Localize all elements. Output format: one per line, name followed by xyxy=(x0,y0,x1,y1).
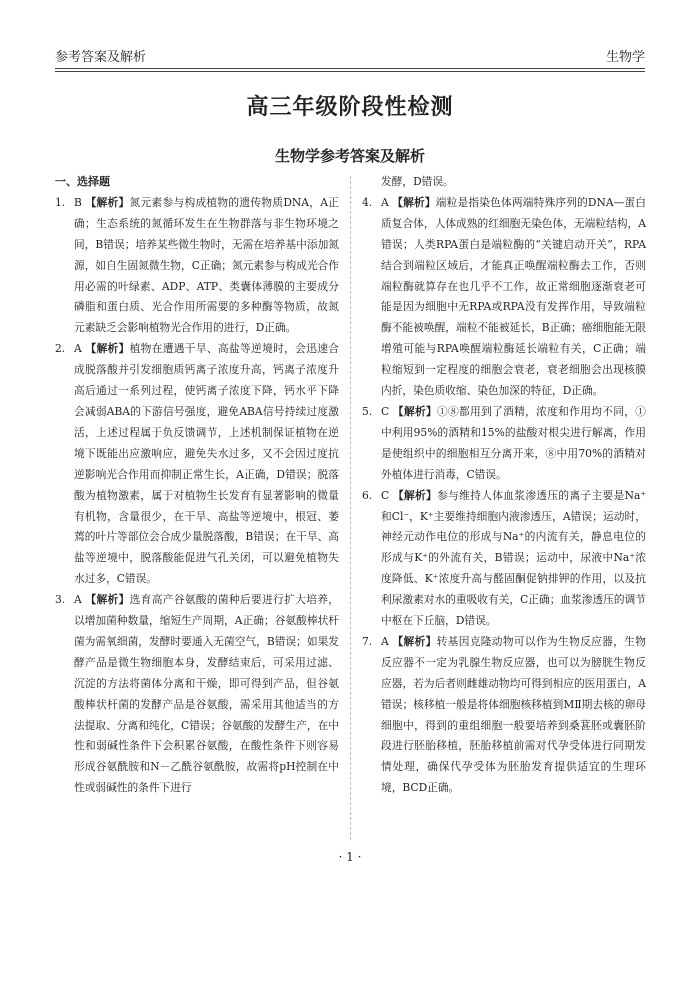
analysis-tag: 【解析】 xyxy=(392,195,436,209)
analysis-tag: 【解析】 xyxy=(392,488,438,502)
answer-letter: A xyxy=(381,634,389,648)
question-number: 6. xyxy=(362,488,373,502)
question-number: 4. xyxy=(362,195,373,209)
running-header xyxy=(55,44,645,68)
answer-letter: A xyxy=(74,342,82,356)
answer-letter: C xyxy=(381,488,390,502)
left-column xyxy=(55,172,339,799)
analysis-tag: 【解析】 xyxy=(85,342,130,356)
question-number: 3. xyxy=(55,593,66,607)
question-number: 1. xyxy=(55,195,66,209)
question-item xyxy=(55,193,339,339)
answer-letter: A xyxy=(74,593,82,607)
header-rule xyxy=(55,68,645,72)
page-subtitle: 生物学参考答案及解析 xyxy=(274,147,425,165)
analysis-tag: 【解析】 xyxy=(392,634,437,648)
column-divider xyxy=(350,176,351,840)
page-number: · 1 · xyxy=(338,850,362,864)
explanation-text: ①⑧都用到了酒精，浓度和作用均不同，①中利用95%的酒精和15%的盐酸对根尖进行解离，作用是使组织中的细胞相互分离开来，⑧中用70%的酒精对外植体进行消毒，C错误。 xyxy=(381,404,646,481)
continued-text: 发酵，D错误。 xyxy=(381,175,454,188)
question-number: 2. xyxy=(55,342,66,356)
question-item xyxy=(55,339,339,590)
explanation-text: 参与维持人体血浆渗透压的离子主要是Na⁺和Cl⁻，K⁺主要维持细胞内液渗透压，A错误；运动时，神经元动作电位的形成与Na⁺的内流有关，静息电位的形成与K⁺的外流有关，B错误；运动中，尿液中Na⁺浓度降低、K⁺浓度升高与醛固酮促钠排钾的作用，以及抗利尿激素对水的重吸收有关，C正确；血浆渗透压的调节中枢在下丘脑，D错误。 xyxy=(381,488,646,628)
explanation-text: 转基因克隆动物可以作为生物反应器，生物反应器不一定为乳腺生物反应器，也可以为膀胱生物反应器，若为后者则雌雄动物均可得到相应的医用蛋白，A错误；核移植一般是将体细胞核移植到MⅡ期去核的卵母细胞中，得到的重组细胞一般要培养到桑葚胚或囊胚阶段进行胚胎移植，胚胎移植前需对代孕受体进行同期发情处理，确保代孕受体为胚胎发育提供适宜的生理环境，BCD正确。 xyxy=(381,634,646,795)
question-item xyxy=(362,193,646,402)
header-subject: 生物学 xyxy=(605,50,645,65)
answer-letter: A xyxy=(381,195,389,209)
analysis-tag: 【解析】 xyxy=(85,593,130,607)
page-title: 高三年级阶段性检测 xyxy=(246,95,454,120)
explanation-text: 选育高产谷氨酸的菌种后要进行扩大培养，以增加菌种数量，缩短生产周期，A正确；谷氨酸棒状杆菌为需氧细菌，发酵时要通入无菌空气，B错误；如果发酵产品是微生物细胞本身，发酵结束后，可采用过滤、沉淀的方法将菌体分离和干燥，即可得到产品，但谷氨酸棒状杆菌的发酵产品是谷氨酸，需采用其他适当的方法提取、分离和纯化，C错误；谷氨酸的发酵生产，在中性和弱碱性条件下会积累谷氨酸，在酸性条件下则容易形成谷氨酰胺和N－乙酰谷氨酰胺，故需将pH控制在中性或弱碱性的条件下进行 xyxy=(74,593,339,795)
answer-letter: B xyxy=(74,195,82,209)
question-item xyxy=(362,632,646,799)
section-heading: 一、选择题 xyxy=(55,175,110,188)
analysis-tag: 【解析】 xyxy=(85,195,130,209)
question-item xyxy=(362,486,646,632)
question-item xyxy=(362,402,646,486)
explanation-text: 氮元素参与构成植物的遗传物质DNA，A正确；生态系统的氮循环发生在生物群落与非生物环境之间，B错误；培养某些微生物时，无需在培养基中添加氮源，如自生固氮微生物，C正确；氮元素参与构成光合作用必需的叶绿素、ADP、ATP、类囊体薄膜的主要成分磷脂和蛋白质、光合作用所需要的多种酶等物质，故氮元素缺乏会影响植物光合作用的进行，D正确。 xyxy=(74,195,339,335)
question-number: 7. xyxy=(362,634,373,648)
explanation-text: 端粒是指染色体两端特殊序列的DNA—蛋白质复合体，人体成熟的红细胞无染色体，无端粒结构，A错误；人类RPA蛋白是端粒酶的“关键启动开关”，RPA结合到端粒区域后，才能真正唤醒端粒酶去工作，否则端粒酶就算存在也几乎不工作，故正常细胞逐渐衰老可能是因为细胞中无RPA或RPA没有发挥作用，导致端粒酶不能被唤醒，端粒不能被延长，B正确；癌细胞能无限增殖可能与RPA唤醒端粒酶延长端粒有关，C正确；端粒缩短到一定程度的细胞会衰老，衰老细胞会出现核膜内折，染色质收缩、染色加深的特征，D正确。 xyxy=(381,195,646,398)
header-left-title: 参考答案及解析 xyxy=(55,50,147,65)
question-item xyxy=(55,590,339,799)
explanation-text: 植物在遭遇干旱、高盐等逆境时，会迅速合成脱落酸并引发细胞质钙离子浓度升高，钙离子浓度升高后通过一系列过程，使钙离子浓度下降，钙水平下降会减弱ABA的下游信号强度，避免ABA信号持续过度激活，上述过程属于负反馈调节，上述机制保证植物在逆境下既能出应激响应，避免失水过多，又不会因过度抗逆影响光合作用而抑制正常生长，A正确，D错误；脱落酸为植物激素，属于对植物生长发育有显著影响的微量有机物，含量很少，在干旱、高盐等逆境中，根冠、萎蔫的叶片等部位会合成少量脱落酸，B错误；在干旱、高盐等逆境中，脱落酸能促进气孔关闭，可以避免植物失水过多，C错误。 xyxy=(74,342,339,586)
right-column xyxy=(362,172,646,799)
question-number: 5. xyxy=(362,404,373,418)
analysis-tag: 【解析】 xyxy=(392,404,437,418)
answer-letter: C xyxy=(381,404,390,418)
